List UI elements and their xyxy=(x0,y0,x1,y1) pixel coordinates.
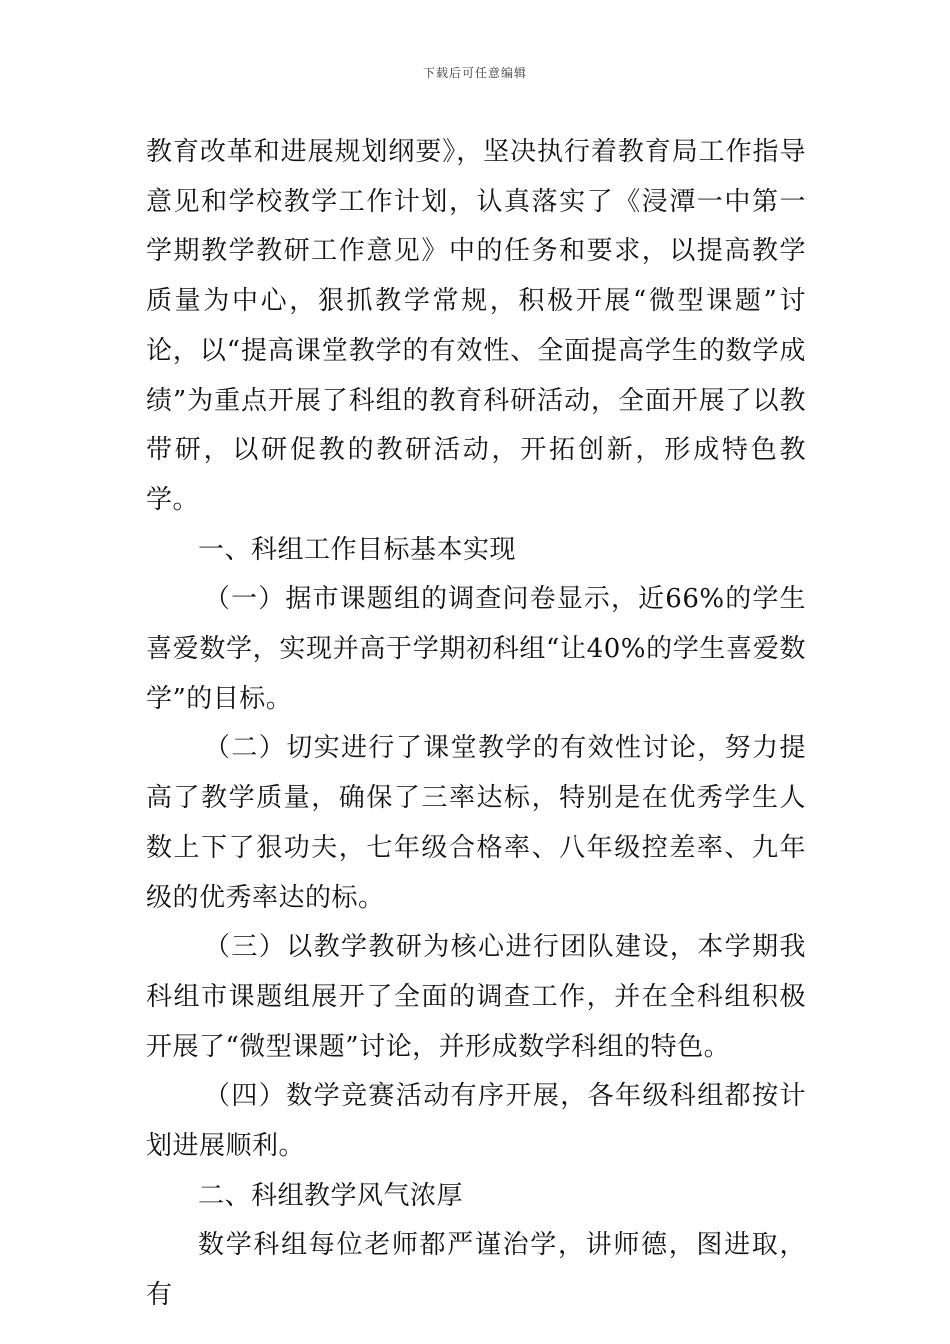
page-header: 下载后可任意编辑 xyxy=(422,66,527,80)
paragraph-item-3: （三）以教学教研为核心进行团队建设，本学期我科组市课题组展开了全面的调查工作，并在全科组积极开展了“微型课题”讨论，并形成数学科组的特色。 xyxy=(146,932,806,1062)
paragraph-intro: 教育改革和进展规划纲要》，坚决执行着教育局工作指导意见和学校教学工作计划，认真落实了《浸潭一中第一学期教学教研工作意见》中的任务和要求，以提高教学质量为中心，狠抓教学常规，积极开展“微型课题”讨论，以“提高课堂教学的有效性、全面提高学生的数学成绩”为重点开展了科组的教育科研活动，全面开展了以教带研，以研促教的教研活动，开拓创新，形成特色教学。 xyxy=(146,137,806,515)
paragraph-section-2: 数学科组每位老师都严谨治学，讲师德，图进取，有 xyxy=(146,1230,806,1311)
paragraph-item-2: （二）切实进行了课堂教学的有效性讨论，努力提高了教学质量，确保了三率达标，特别是在优秀学生人数上下了狠功夫，七年级合格率、八年级控差率、九年级的优秀率达的标。 xyxy=(146,733,806,913)
section-heading-2: 二、科组教学风气浓厚 xyxy=(198,1180,464,1211)
document-body xyxy=(146,128,806,1321)
section-heading-1: 一、科组工作目标基本实现 xyxy=(198,534,517,565)
paragraph-item-4: （四）数学竞赛活动有序开展，各年级科组都按计划进展顺利。 xyxy=(146,1081,806,1162)
paragraph-item-1: （一）据市课题组的调查问卷显示，近66%的学生喜爱数学，实现并高于学期初科组“让40%的学生喜爱数学”的目标。 xyxy=(146,584,806,714)
